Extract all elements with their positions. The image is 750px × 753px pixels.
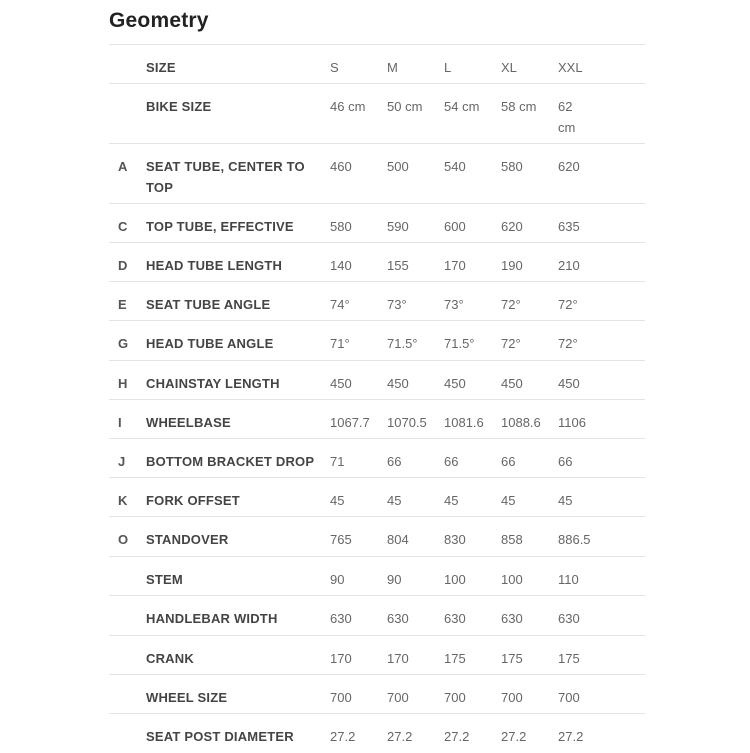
table-cell: 54 cm xyxy=(444,99,480,114)
table-row xyxy=(109,399,645,438)
table-cell: 450 xyxy=(387,376,409,391)
table-cell: 858 xyxy=(501,532,523,547)
row-label: HEAD TUBE ANGLE xyxy=(146,336,274,351)
table-row xyxy=(109,281,645,320)
table-cell: 170 xyxy=(387,651,409,666)
table-cell: 73° xyxy=(444,297,464,312)
table-cell: 175 xyxy=(444,651,466,666)
table-row xyxy=(109,203,645,242)
table-cell: 66 xyxy=(501,454,516,469)
table-cell: 170 xyxy=(330,651,352,666)
table-row xyxy=(109,556,645,595)
row-letter: K xyxy=(118,493,128,508)
table-cell: 450 xyxy=(558,376,580,391)
table-cell: 45 xyxy=(444,493,459,508)
table-cell: 58 cm xyxy=(501,99,537,114)
row-letter: O xyxy=(118,532,129,547)
table-row xyxy=(109,83,645,143)
table-cell: 450 xyxy=(501,376,523,391)
table-cell: 100 xyxy=(444,572,466,587)
row-label: SEAT TUBE, CENTER TO TOP xyxy=(146,159,305,195)
row-label: BIKE SIZE xyxy=(146,99,212,114)
row-label: SIZE xyxy=(146,60,176,75)
row-label: FORK OFFSET xyxy=(146,493,240,508)
row-label: CRANK xyxy=(146,651,194,666)
table-cell: 460 xyxy=(330,159,352,174)
row-label: SEAT POST DIAMETER xyxy=(146,729,294,744)
table-row xyxy=(109,320,645,360)
row-label: STEM xyxy=(146,572,183,587)
table-cell: 765 xyxy=(330,532,352,547)
table-cell: 27.2 xyxy=(558,729,584,744)
table-row xyxy=(109,438,645,477)
row-letter: E xyxy=(118,297,127,312)
row-label: CHAINSTAY LENGTH xyxy=(146,376,280,391)
table-cell: 45 xyxy=(558,493,573,508)
table-cell: 72° xyxy=(558,297,578,312)
table-row xyxy=(109,635,645,674)
row-letter: G xyxy=(118,336,129,351)
row-letter: H xyxy=(118,376,128,391)
table-cell: 62 cm xyxy=(558,99,576,135)
table-cell: 66 xyxy=(558,454,573,469)
table-row xyxy=(109,360,645,399)
table-row xyxy=(109,242,645,281)
table-cell: 27.2 xyxy=(444,729,470,744)
row-letter: I xyxy=(118,415,122,430)
table-cell: 73° xyxy=(387,297,407,312)
row-letter: C xyxy=(118,219,128,234)
table-cell: 830 xyxy=(444,532,466,547)
table-cell: 630 xyxy=(444,611,466,626)
table-cell: 630 xyxy=(387,611,409,626)
table-cell: 27.2 xyxy=(501,729,527,744)
row-label: WHEEL SIZE xyxy=(146,690,228,705)
table-cell: 71 xyxy=(330,454,345,469)
table-cell: 50 cm xyxy=(387,99,423,114)
table-cell: 110 xyxy=(558,572,579,587)
table-cell: 72° xyxy=(501,297,521,312)
row-letter: A xyxy=(118,159,128,174)
row-label: SEAT TUBE ANGLE xyxy=(146,297,271,312)
table-cell: 170 xyxy=(444,258,466,273)
table-cell: XL xyxy=(501,60,517,75)
geometry-table xyxy=(109,44,645,753)
table-cell: 190 xyxy=(501,258,523,273)
table-cell: 886.5 xyxy=(558,532,591,547)
table-cell: 1070.5 xyxy=(387,415,427,430)
table-cell: 540 xyxy=(444,159,466,174)
table-cell: 590 xyxy=(387,219,409,234)
table-cell: 90 xyxy=(330,572,345,587)
table-row xyxy=(109,595,645,635)
table-cell: 140 xyxy=(330,258,352,273)
table-cell: 46 cm xyxy=(330,99,366,114)
table-cell: 210 xyxy=(558,258,580,273)
table-row xyxy=(109,477,645,516)
table-cell: 580 xyxy=(501,159,523,174)
table-cell: 1106 xyxy=(558,415,586,430)
table-cell: S xyxy=(330,60,339,75)
table-cell: 620 xyxy=(501,219,523,234)
table-cell: 74° xyxy=(330,297,350,312)
row-letter: J xyxy=(118,454,126,469)
table-cell: 630 xyxy=(558,611,580,626)
table-cell: 27.2 xyxy=(387,729,413,744)
table-cell: 45 xyxy=(330,493,345,508)
table-cell: 500 xyxy=(387,159,409,174)
table-cell: 630 xyxy=(501,611,523,626)
table-row xyxy=(109,674,645,713)
table-cell: 27.2 xyxy=(330,729,356,744)
table-row xyxy=(109,713,645,753)
table-cell: 45 xyxy=(387,493,402,508)
table-cell: 72° xyxy=(558,336,578,351)
table-cell: 155 xyxy=(387,258,409,273)
table-cell: 450 xyxy=(444,376,466,391)
table-cell: 630 xyxy=(330,611,352,626)
table-row xyxy=(109,516,645,556)
table-cell: 700 xyxy=(330,690,352,705)
table-cell: M xyxy=(387,60,398,75)
table-cell: 1081.6 xyxy=(444,415,484,430)
table-cell: 804 xyxy=(387,532,409,547)
table-cell: 635 xyxy=(558,219,580,234)
table-cell: 66 xyxy=(387,454,402,469)
table-cell: 90 xyxy=(387,572,402,587)
row-label: TOP TUBE, EFFECTIVE xyxy=(146,219,294,234)
table-cell: 700 xyxy=(444,690,466,705)
table-cell: 72° xyxy=(501,336,521,351)
row-letter: D xyxy=(118,258,128,273)
table-cell: L xyxy=(444,60,452,75)
table-cell: 700 xyxy=(558,690,580,705)
row-label: BOTTOM BRACKET DROP xyxy=(146,454,315,469)
row-label: STANDOVER xyxy=(146,532,229,547)
table-cell: 71.5° xyxy=(387,336,418,351)
row-label: WHEELBASE xyxy=(146,415,231,430)
row-label: HANDLEBAR WIDTH xyxy=(146,611,278,626)
table-row xyxy=(109,44,645,83)
row-label: HEAD TUBE LENGTH xyxy=(146,258,283,273)
table-cell: 100 xyxy=(501,572,523,587)
table-row xyxy=(109,143,645,203)
page-title: Geometry xyxy=(109,9,209,32)
table-cell: 600 xyxy=(444,219,466,234)
table-cell: 580 xyxy=(330,219,352,234)
table-cell: 700 xyxy=(501,690,523,705)
table-cell: XXL xyxy=(558,60,583,75)
table-cell: 175 xyxy=(501,651,523,666)
table-cell: 45 xyxy=(501,493,516,508)
table-cell: 1088.6 xyxy=(501,415,541,430)
table-cell: 71° xyxy=(330,336,350,351)
table-cell: 175 xyxy=(558,651,580,666)
table-cell: 450 xyxy=(330,376,352,391)
table-cell: 71.5° xyxy=(444,336,475,351)
table-cell: 620 xyxy=(558,159,580,174)
table-cell: 700 xyxy=(387,690,409,705)
table-cell: 66 xyxy=(444,454,459,469)
table-cell: 1067.7 xyxy=(330,415,370,430)
